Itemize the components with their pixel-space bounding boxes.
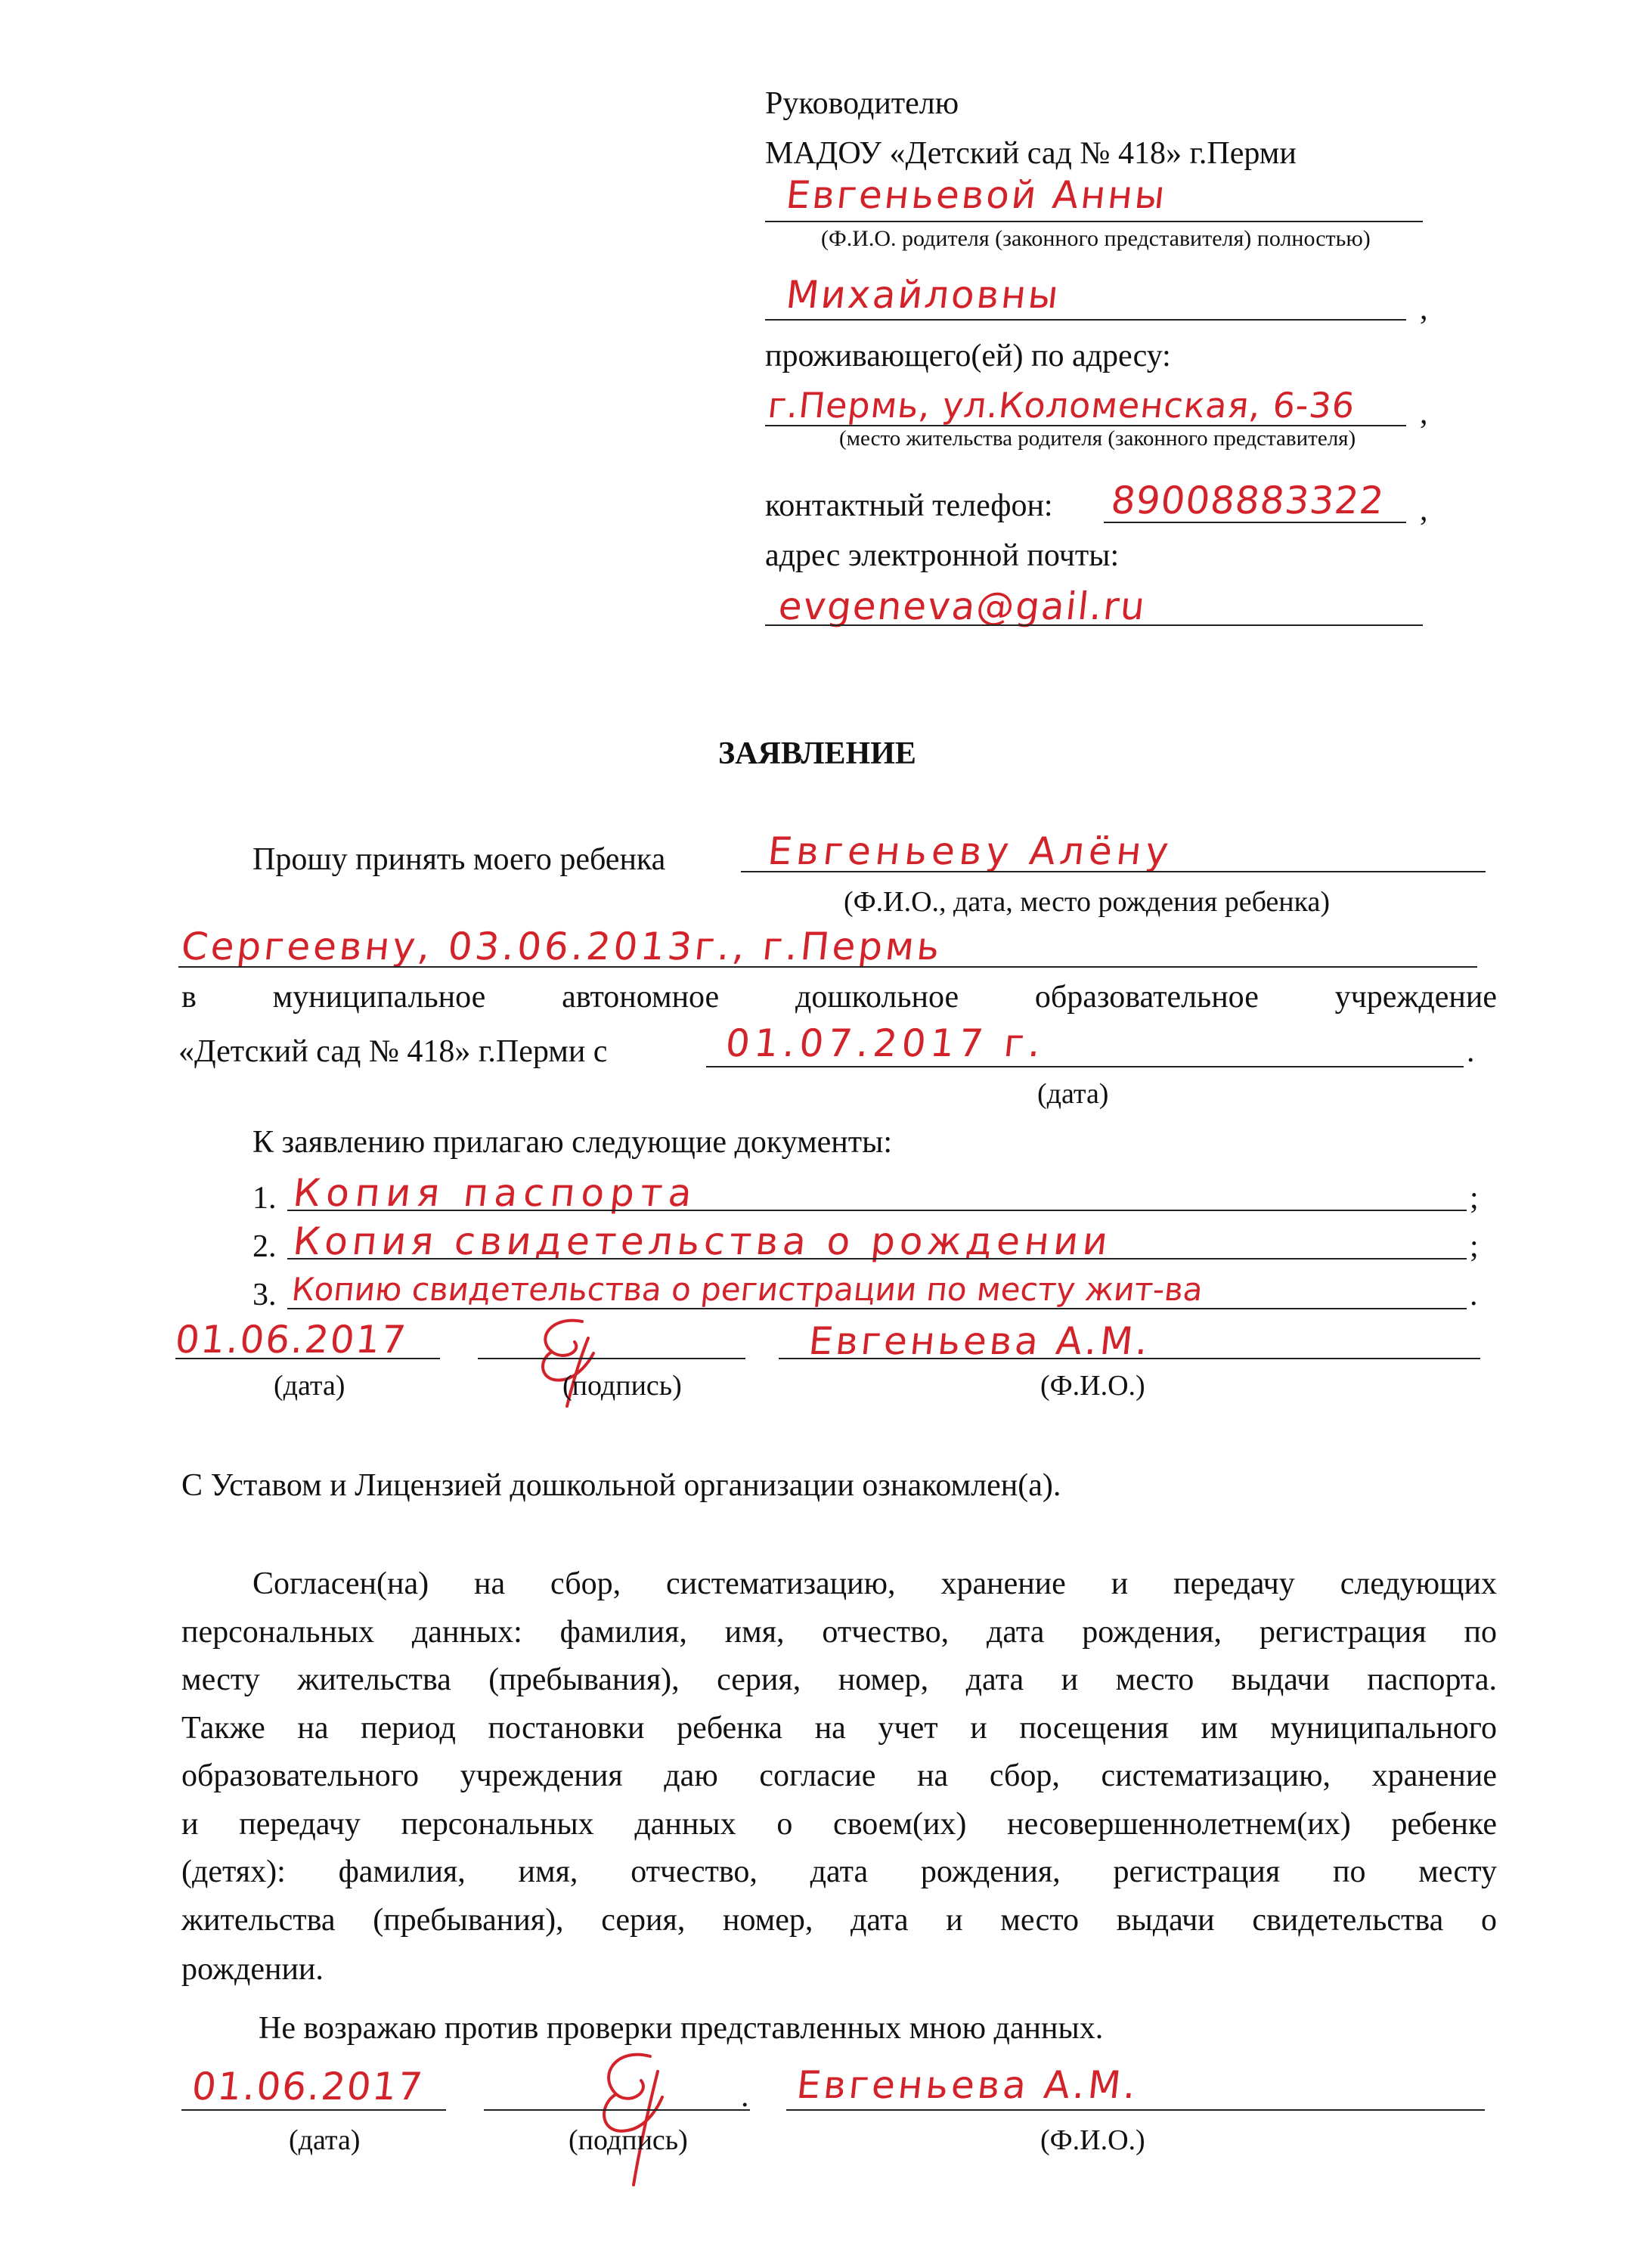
child-name-caption: (Ф.И.О., дата, место рождения ребенка) — [844, 886, 1331, 918]
sign-date-line — [175, 1358, 440, 1359]
parent-name-value: Евгеньевой Анны — [783, 173, 1170, 217]
recipient-organization: МАДОУ «Детский сад № 418» г.Перми — [765, 136, 1297, 171]
email-line — [765, 624, 1423, 626]
consent-line: образовательного учреждения даю согласие на сбор, систематизацию, хранение — [181, 1758, 1497, 1793]
period: . — [741, 2079, 749, 2114]
attachment-value: Копию свидетельства о регистрации по месту жит-ва — [290, 1271, 1205, 1308]
no-objection: Не возражаю против проверки представленных мною данных. — [259, 2011, 1104, 2046]
signature-caption: (подпись) — [569, 2124, 688, 2156]
request-prefix: Прошу принять моего ребенка — [253, 842, 666, 877]
consent-line: (детях): фамилия, имя, отчество, дата рождения, регистрация по месту — [181, 1854, 1497, 1889]
attachments-label: К заявлению прилагаю следующие документы: — [253, 1125, 893, 1160]
signature-mark — [575, 2041, 680, 2192]
attachment-number: 2. — [253, 1229, 277, 1264]
sign-date-caption: (дата) — [274, 1370, 345, 1402]
sign-date-caption: (дата) — [289, 2124, 361, 2156]
phone-line — [1104, 522, 1406, 523]
attachment-number: 3. — [253, 1278, 277, 1312]
address-value: г.Пермь, ул.Коломенская, 6-36 — [766, 385, 1358, 426]
consent-line: Согласен(на) на сбор, систематизацию, хранение и передачу следующих — [253, 1566, 1497, 1601]
comma: , — [1420, 493, 1428, 528]
consent-line: жительства (пребывания), серия, номер, дата и место выдачи свидетельства о — [181, 1903, 1497, 1938]
parent-name-line — [765, 221, 1423, 222]
attachment-value: Копия свидетельства о рождении — [290, 1219, 1114, 1263]
signature-caption: (подпись) — [562, 1370, 682, 1402]
email-label: адрес электронной почты: — [765, 538, 1120, 573]
signature-line — [478, 1358, 745, 1359]
signature-line — [484, 2109, 750, 2111]
parent-name-caption: (Ф.И.О. родителя (законного представителя) полностью) — [821, 226, 1371, 251]
attachment-line — [287, 1258, 1467, 1259]
parent-patronymic-value: Михайловны — [783, 273, 1063, 317]
consent-line: месту жительства (пребывания), серия, номер, дата и место выдачи паспорта. — [181, 1662, 1497, 1697]
comma: , — [1420, 396, 1428, 431]
child-birth-line — [178, 966, 1477, 968]
phone-value: 89008883322 — [1108, 479, 1387, 522]
address-caption: (место жительства родителя (законного представителя) — [839, 426, 1356, 451]
child-name-value: Евгеньеву Алёну — [765, 829, 1176, 873]
consent-line-last: рождении. — [181, 1952, 324, 1987]
attachment-end: ; — [1470, 1229, 1479, 1264]
start-date-caption: (дата) — [1037, 1078, 1109, 1110]
consent-line: Также на период постановки ребенка на учет и посещения им муниципального — [181, 1711, 1497, 1746]
recipient-title: Руководителю — [765, 86, 959, 121]
sign-fio-value: Евгеньева А.М. — [806, 1319, 1154, 1363]
sign-date-line — [181, 2109, 446, 2111]
comma: , — [1420, 292, 1428, 327]
period: . — [1467, 1034, 1475, 1069]
sign-fio-line — [779, 1358, 1480, 1359]
attachment-end: . — [1470, 1278, 1478, 1312]
attachment-line — [287, 1210, 1467, 1211]
attachment-line — [287, 1308, 1467, 1309]
start-date-line — [706, 1066, 1464, 1067]
institution-line: в муниципальное автономное дошкольное образовательное учреждение — [181, 980, 1497, 1015]
child-name-line — [741, 871, 1486, 872]
attachment-number: 1. — [253, 1181, 277, 1216]
sign-fio-line — [786, 2109, 1485, 2111]
consent-line: и передачу персональных данных о своем(их) несовершеннолетнем(их) ребенке — [181, 1807, 1497, 1842]
attachment-value: Копия паспорта — [290, 1171, 700, 1215]
start-date-value: 01.07.2017 г. — [723, 1021, 1048, 1065]
attachment-end: ; — [1470, 1181, 1479, 1216]
charter-acknowledgement: С Уставом и Лицензией дошкольной организации ознакомлен(а). — [181, 1468, 1061, 1503]
document-title: ЗАЯВЛЕНИЕ — [718, 736, 916, 771]
consent-line: персональных данных: фамилия, имя, отчество, дата рождения, регистрация по — [181, 1615, 1497, 1650]
sign-date-value: 01.06.2017 — [189, 2065, 426, 2108]
kindergarten-text: «Детский сад № 418» г.Перми с — [178, 1034, 608, 1069]
sign-fio-caption: (Ф.И.О.) — [1040, 2124, 1145, 2156]
address-label: проживающего(ей) по адресу: — [765, 339, 1171, 373]
sign-fio-caption: (Ф.И.О.) — [1040, 1370, 1145, 1402]
sign-fio-value: Евгеньева А.М. — [794, 2063, 1142, 2107]
child-birth-value: Сергеевну, 03.06.2013г., г.Пермь — [178, 925, 945, 968]
email-value: evgeneva@gail.ru — [776, 584, 1148, 628]
sign-date-value: 01.06.2017 — [172, 1318, 410, 1362]
parent-patronymic-line — [765, 319, 1406, 321]
phone-label: контактный телефон: — [765, 488, 1053, 523]
